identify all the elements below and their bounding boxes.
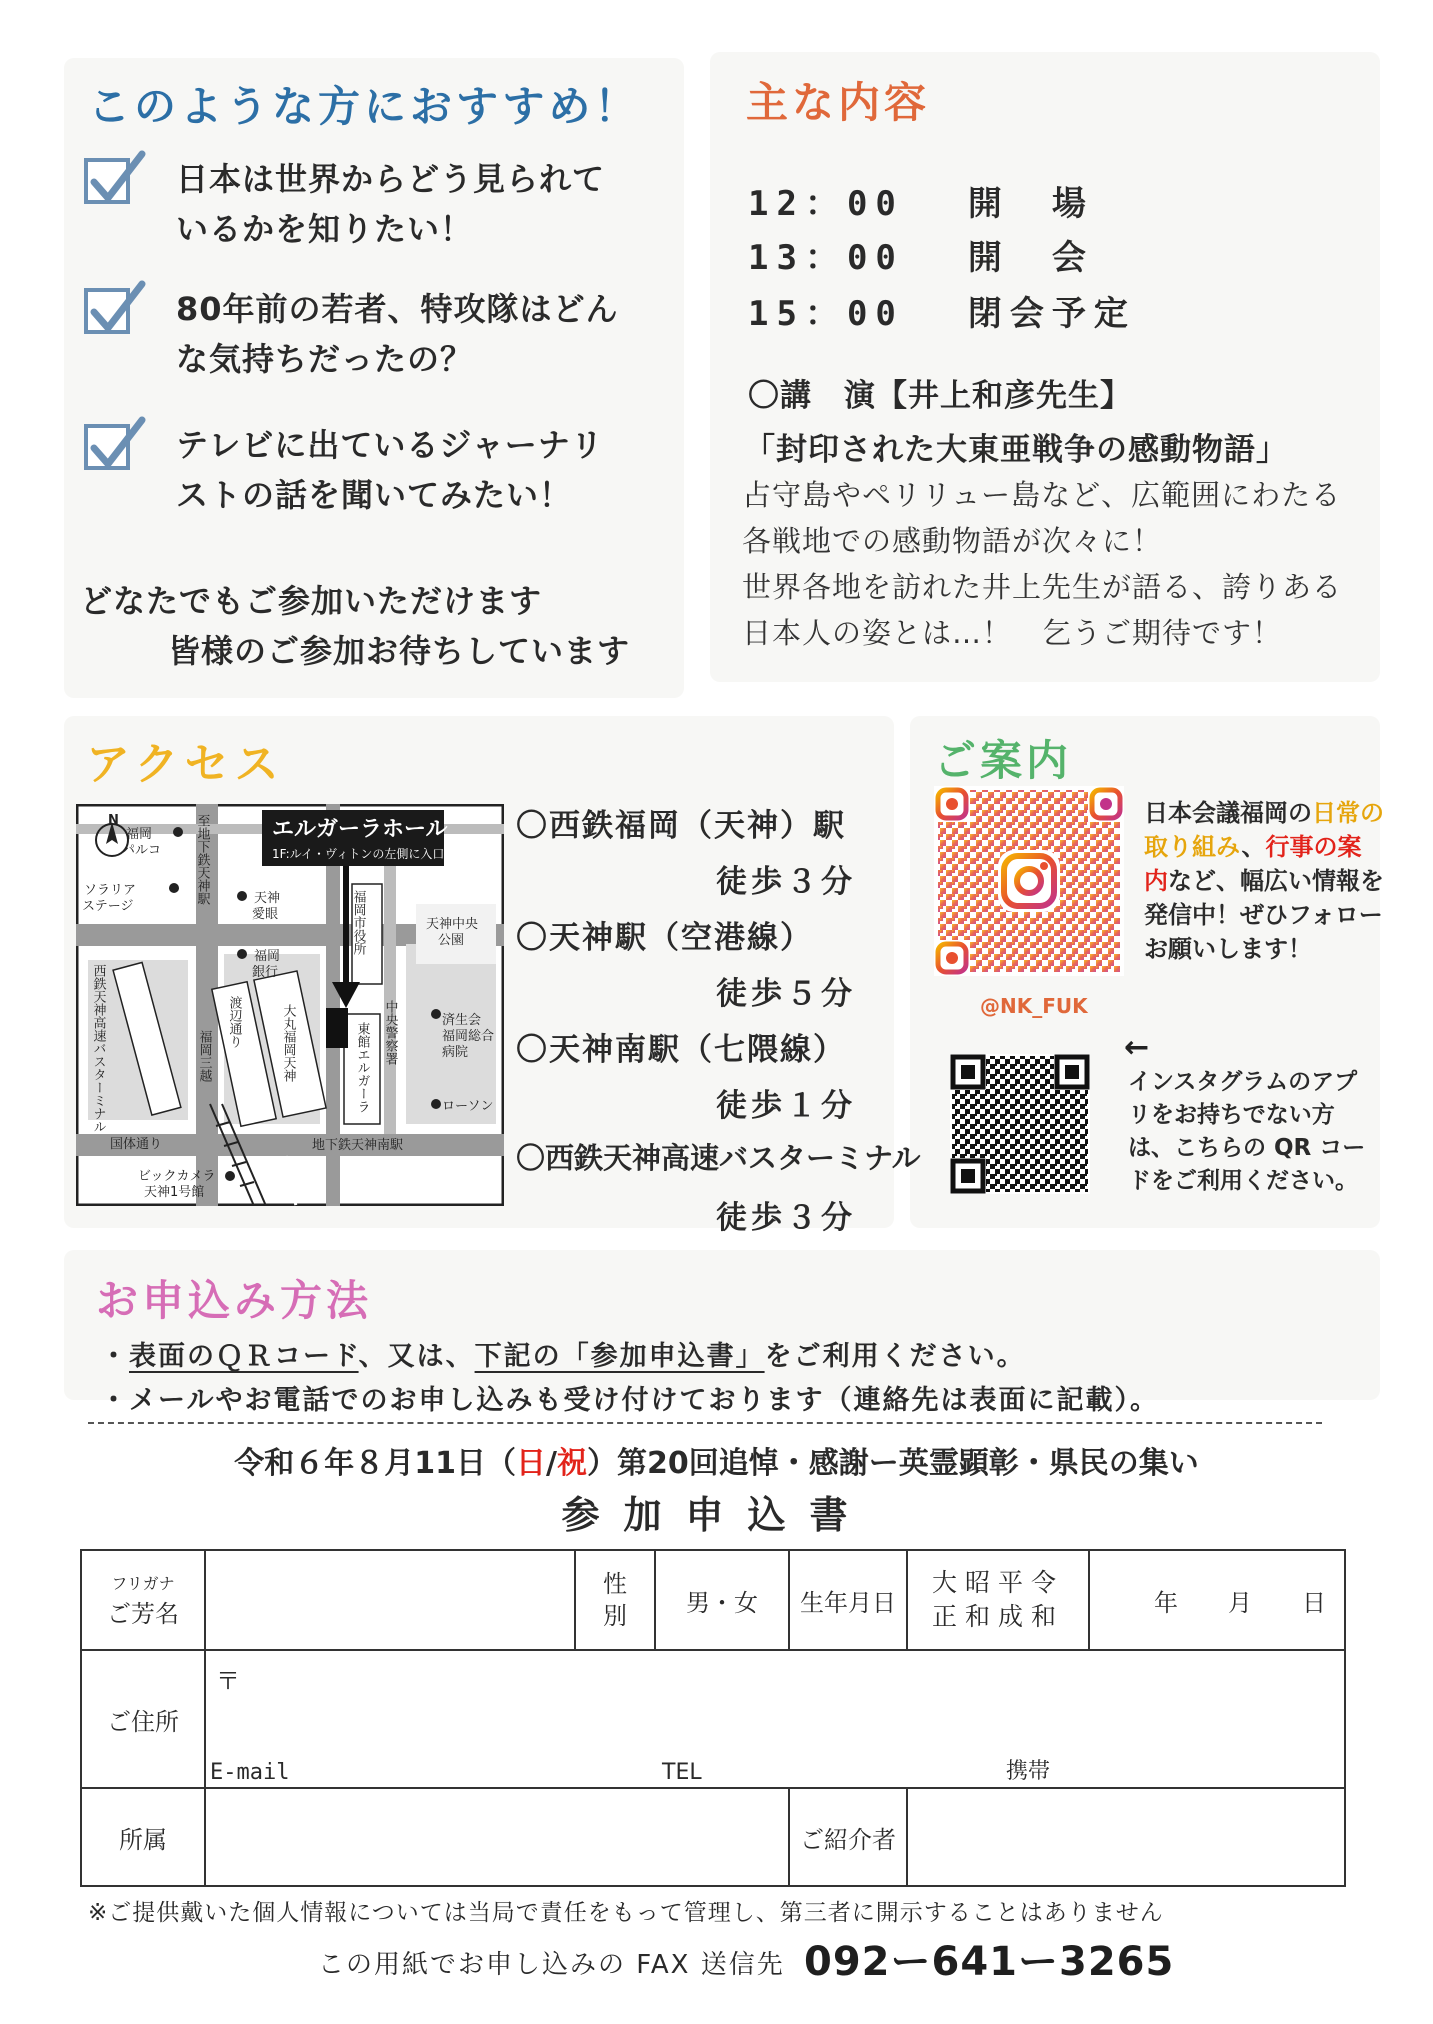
schedule-time: 13：00 [748,238,904,278]
map-label-lawson: ローソン [442,1099,494,1114]
map-label-bank-2: 銀行 [252,965,279,980]
mobile-label: 携帯 [1006,1759,1051,1784]
affiliation-label: 所属 [81,1788,205,1886]
guide-description [1144,796,1384,966]
map-label-parco: 福岡 [126,827,153,842]
address-label: ご住所 [81,1650,205,1788]
map-label-police: 中央警察署 [382,1000,398,1065]
map-label-bic: ビックカメラ [138,1169,216,1184]
guide-highlight-daily: 日常の取り組み [1144,799,1384,861]
map-hall-name: エルガーラホール [272,817,448,842]
gender-options[interactable]: 男・女 [655,1550,789,1650]
year-label: 年 [1154,1588,1178,1617]
form-title: 参加申込書 [561,1493,872,1537]
map-label-watanabe: 渡辺通り [226,996,242,1048]
name-field[interactable] [205,1550,575,1650]
map-label-daimaru: 大丸福岡天神 [280,1004,296,1082]
station-walk: 徒歩５分 [716,976,856,1012]
birthday-field[interactable] [1089,1550,1345,1650]
schedule-label: 閉会予定 [967,294,1136,334]
map-label-park-2: 公園 [438,933,465,948]
map-label-bank: 福岡 [254,949,281,964]
map-label-saiseikai-3: 病院 [442,1045,469,1060]
map-label-kokutai: 国体通り [110,1137,163,1152]
guide-text-part: 日本会議福岡の [1144,799,1312,827]
apply-form-link: 下記の「参加申込書」 [474,1341,765,1372]
instagram-qr-icon[interactable] [934,786,1124,976]
station-walk: 徒歩１分 [716,1088,856,1124]
map-label-subway-south: 地下鉄天神南駅 [312,1138,404,1153]
day-label: 日 [1302,1588,1326,1617]
map-label-city-hall: 福岡市役所 [350,890,366,955]
lecture-speaker: 〇講 演【井上和彦先生】 [748,378,1132,414]
map-label-bic-2: 天神1号館 [144,1185,205,1200]
checkbox-icon [84,158,130,204]
station-walk: 徒歩３分 [716,864,856,900]
schedule-label: 開 場 [967,184,1094,224]
cut-line [88,1422,1322,1424]
content-heading: 主な内容 [746,78,931,127]
affiliation-field[interactable] [205,1788,789,1886]
station-walk: 徒歩３分 [716,1200,856,1236]
recommend-item-text: テレビに出ているジャーナリ ストの話を聞いてみたい！ [176,426,604,514]
web-qr-icon[interactable] [950,1054,1090,1194]
schedule-row [748,286,1136,335]
map-label-park: 天神中央 [426,917,479,932]
guide-text-part: 、 [1241,833,1266,861]
access-heading: アクセス [86,739,285,790]
qr-note: インスタグラムのアプリをお持ちでない方は、こちらの QR コードをご利用ください。 [1128,1069,1366,1194]
map-label-parco-2: パルコ [122,843,162,858]
furigana-label: フリガナ [111,1574,175,1593]
map-label-bus-terminal: 西鉄天神高速バスターミナル [90,964,106,1133]
map-label-saiseikai: 済生会 [442,1013,482,1028]
station-name: 〇天神南駅（七隈線） [516,1032,846,1068]
left-arrow-icon: ← [1124,1030,1150,1065]
lecture-title: 「封印された大東亜戦争の感動物語」 [744,432,1288,468]
map-label-solaria: ソラリア [84,883,137,898]
access-map [76,804,504,1206]
instagram-handle[interactable]: @NK_FUK [980,994,1088,1018]
map-label-subway-line: 至地下鉄天神駅 [194,814,210,905]
checkbox-icon [84,288,130,334]
recommend-item [84,420,644,530]
referrer-field[interactable] [907,1788,1345,1886]
map-label-saiseikai-2: 福岡総合 [442,1029,495,1044]
schedule-row [748,230,1094,279]
name-label-cell [81,1550,205,1650]
tel-label: TEL [662,1760,702,1785]
invite-line-2: 皆様のご参加お待ちしています [168,632,631,670]
schedule-row [748,176,1094,225]
gender-label: 性 別 [575,1550,655,1650]
birthday-label: 生年月日 [789,1550,907,1650]
invite-line-1: どなたでもご参加いただけます [80,582,543,620]
apply-line-2: ・メールやお電話でのお申し込みも受け付けております（連絡先は表面に記載）。 [100,1385,1159,1416]
checkbox-icon [84,424,130,470]
schedule-time: 15：00 [748,294,904,334]
privacy-note: ※ご提供戴いた個人情報については当局で責任をもって管理し、第三者に開示することはありません [88,1900,1164,1926]
guide-highlight-events: 行事の案内 [1144,833,1362,895]
apply-text: をご利用ください。 [764,1341,1026,1372]
apply-text: 、又は、 [358,1341,475,1372]
event-day: 日 [516,1446,547,1481]
map-label-aikan: 天神 [254,891,281,906]
schedule-time: 12：00 [748,184,904,224]
apply-heading: お申込み方法 [96,1276,373,1325]
recommend-item-text: 日本は世界からどう見られて いるかを知りたい！ [176,160,606,248]
event-title-text: ）第20回追悼・感謝ー英霊顕彰・県民の集い [586,1446,1199,1481]
postal-mark: 〒 [216,1667,240,1695]
event-holiday: 祝 [556,1446,587,1481]
map-label-elgala: 東館エルガーラ [354,1022,370,1113]
station-name: 〇天神駅（空港線） [516,920,813,956]
lecture-description: 占守島やペリリュー島など、広範囲にわたる各戦地での感動物語が次々に！ 世界各地を訪れた井上先生が語る、誇りある日本人の姿とは…！ 乞うご期待です！ [742,478,1343,650]
referrer-label: ご紹介者 [789,1788,907,1886]
apply-qr-link: 表面のＱＲコード [129,1341,359,1372]
station-name: 〇西鉄福岡（天神）駅 [516,808,846,844]
map-label-mitsukoshi: 福岡三越 [196,1030,212,1082]
month-label: 月 [1228,1588,1252,1617]
fax-number: 092ー641ー3265 [804,1939,1175,1985]
name-label: ご芳名 [107,1600,179,1628]
apply-bullet: ・ [100,1341,129,1372]
event-title-text: 令和６年８月11日（ [234,1446,517,1481]
schedule-label: 開 会 [967,238,1094,278]
map-hall-note: 1F:ルイ・ヴィトンの左側に入口 [272,847,445,861]
event-title [0,1438,1433,1482]
apply-line-1 [100,1334,1026,1373]
map-label-aikan-2: 愛眼 [252,907,279,922]
map-label-solaria-2: ステージ [82,899,134,914]
fax-label: この用紙でお申し込みの FAX 送信先 [318,1950,785,1980]
application-form [80,1549,1346,1887]
guide-text-part: など、幅広い情報を発信中！ぜひフォローお願いします！ [1144,867,1384,963]
map-north-label: N [108,813,119,828]
recommend-item [84,154,644,264]
recommend-item-text: 80年前の若者、特攻隊はどん な気持ちだったの？ [176,290,619,378]
recommend-item [84,284,644,394]
email-label: E-mail [210,1760,290,1785]
address-field[interactable] [205,1650,1345,1788]
era-options[interactable]: 大昭平令 正和成和 [907,1550,1089,1650]
station-name: 〇西鉄天神高速バスターミナル [516,1141,921,1175]
recommend-heading: このような方におすすめ！ [88,82,641,131]
event-title-text: / [546,1446,557,1481]
guide-heading: ご案内 [934,736,1073,785]
